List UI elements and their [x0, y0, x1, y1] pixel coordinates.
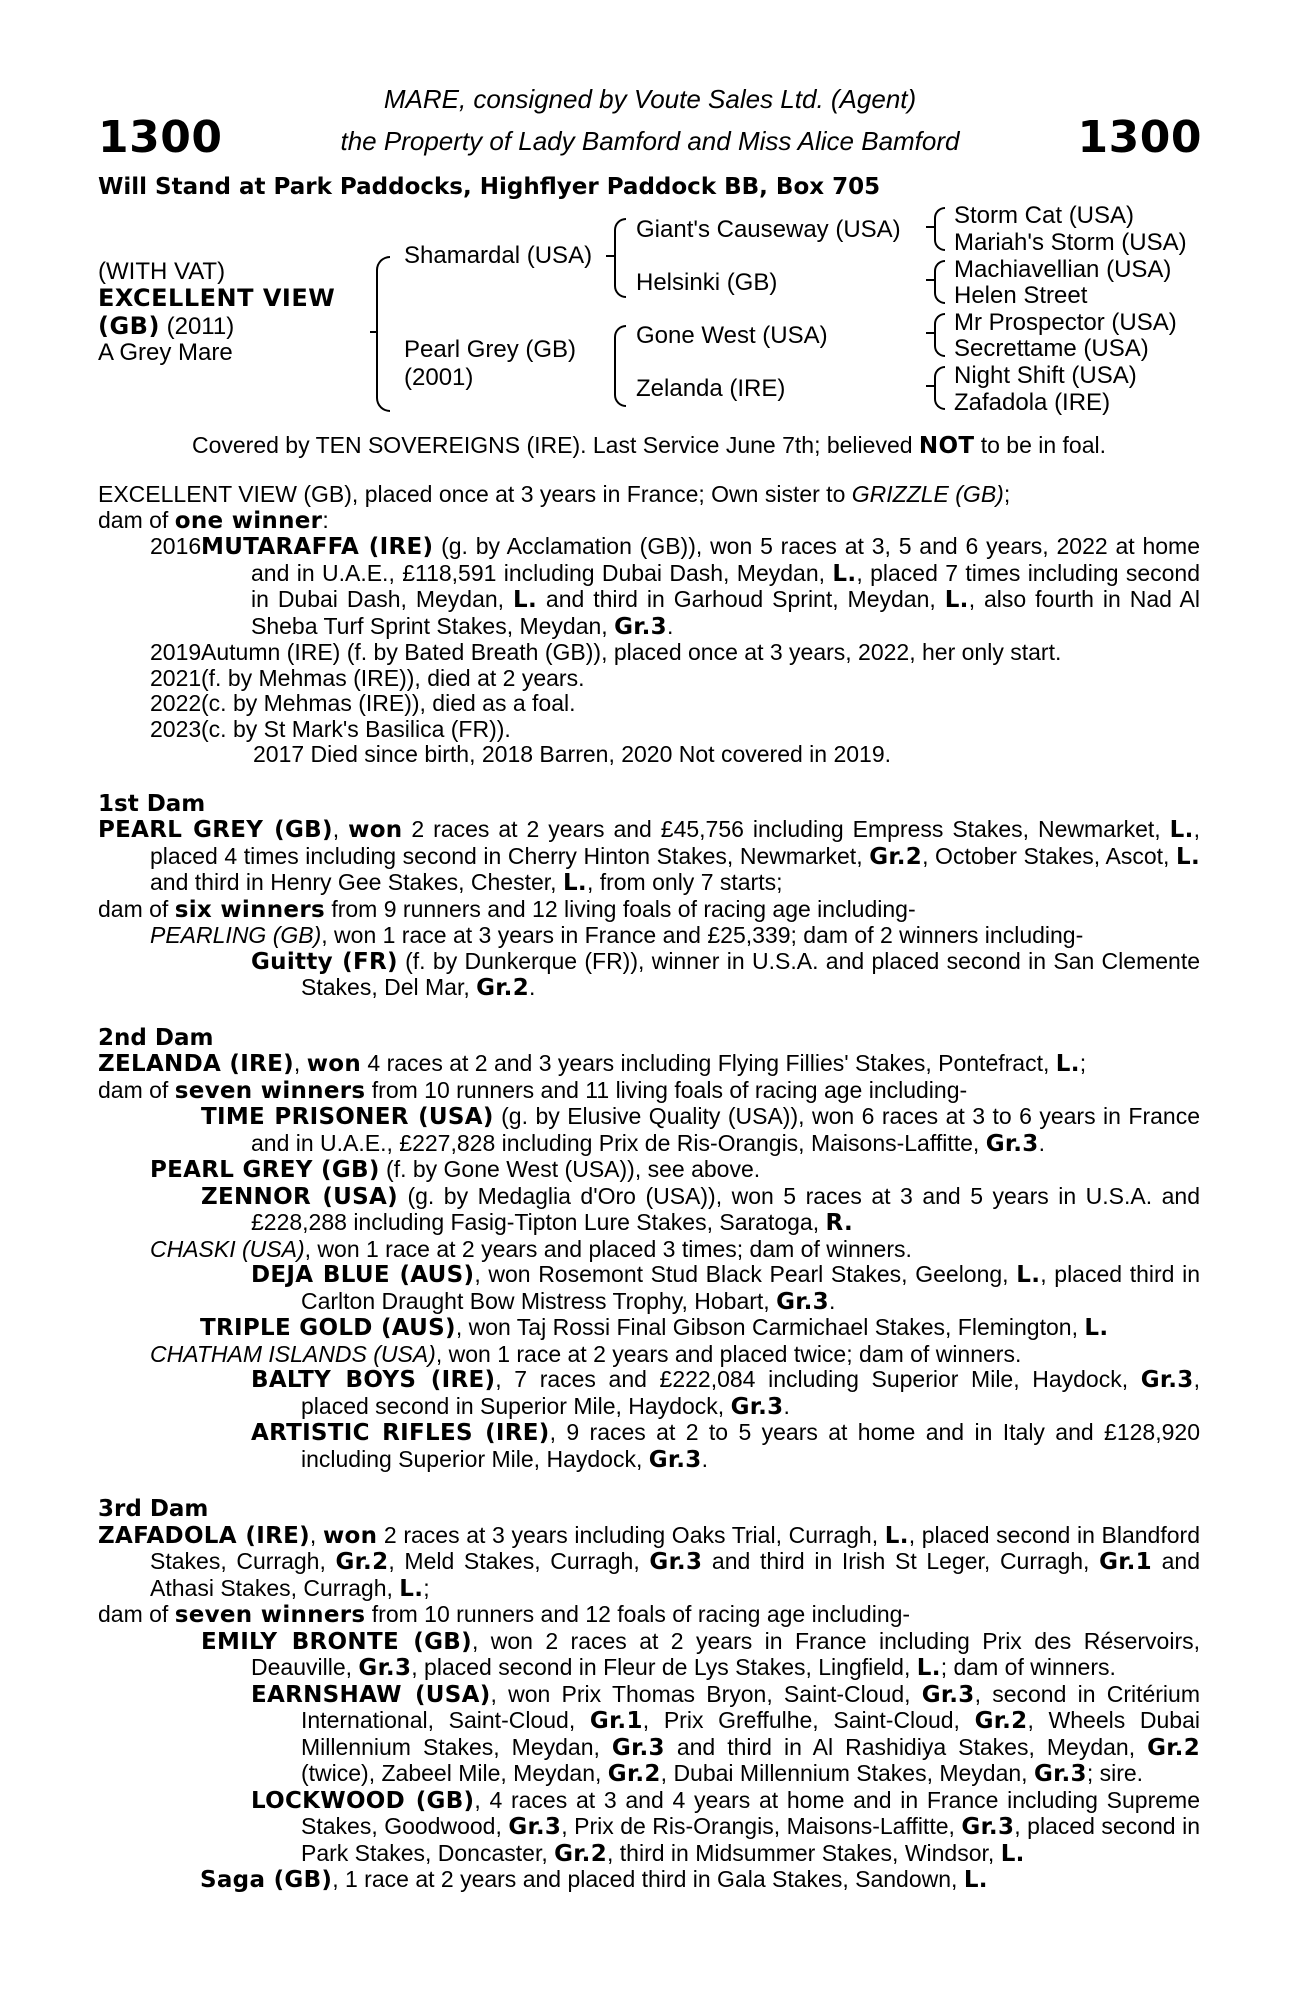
- produce-record: (c. by Mehmas (IRE)), died as a foal.: [201, 690, 576, 716]
- restricted-mark: R.: [825, 1210, 853, 1236]
- listed-mark: L.: [944, 587, 969, 613]
- offspring-text: , 4 races at 3 and 4 years at home and in France including Supreme Stakes, Goodwood,: [301, 1786, 1200, 1839]
- stand-location: Will Stand at Park Paddocks, Highflyer Paddock BB, Box 705: [98, 174, 881, 200]
- listed-mark: L.: [1055, 1051, 1080, 1077]
- pedigree-sire: Shamardal (USA): [404, 242, 593, 269]
- pedigree-dsd: Secrettame (USA): [954, 335, 1149, 362]
- brace-gen3-3-point: [926, 332, 934, 334]
- group-mark: Gr.2: [476, 975, 530, 1001]
- offspring-text: , won Prix Thomas Bryon, Saint-Cloud,: [490, 1680, 922, 1707]
- offspring-text: .: [1038, 1129, 1045, 1156]
- offspring-text: (twice), Zabeel Mile, Meydan,: [301, 1760, 608, 1786]
- pedigree-brace-dam: [614, 325, 626, 407]
- dam-text: and third in Henry Gee Stakes, Chester,: [150, 869, 563, 895]
- group-mark: Gr.3: [648, 1446, 702, 1473]
- offspring-text: , third in Midsummer Stakes, Windsor,: [607, 1839, 1001, 1866]
- pedigree-brace-sire: [614, 218, 626, 298]
- offspring-text: and third in Al Rashidiya Stakes, Meydan,: [664, 1733, 1148, 1760]
- offspring-text: , placed second in Fleur de Lys Stakes, Lingfield,: [411, 1654, 917, 1680]
- offspring-text: , 7 races and £222,084 including Superior Mile, Haydock,: [495, 1366, 1141, 1392]
- brace-gen3-2-point: [926, 279, 934, 281]
- offspring-text: (f. by Gone West (USA)), see above.: [379, 1156, 761, 1182]
- pedigree-brace-main-point: [370, 331, 378, 333]
- pedigree-sdd: Helen Street: [954, 282, 1088, 309]
- pedigree-brace-sire-point: [606, 255, 614, 257]
- covering-text: Covered by TEN SOVEREIGNS (IRE). Last Service June 7th; believed: [191, 432, 919, 458]
- produce-2022: [98, 691, 1200, 717]
- offspring-text: ; sire.: [1086, 1760, 1144, 1786]
- listed-mark: L.: [513, 587, 537, 613]
- offspring-name: BALTY BOYS (IRE): [251, 1367, 496, 1393]
- offspring-name: ZENNOR (USA): [201, 1183, 398, 1210]
- pedigree-dss: Mr Prospector (USA): [954, 309, 1177, 336]
- dam-text: and third in Irish St Leger, Curragh,: [702, 1548, 1100, 1574]
- dam-text: and Athasi Stakes, Curragh,: [150, 1548, 1200, 1601]
- winners-count: seven winners: [174, 1077, 366, 1104]
- vat-note: (WITH VAT): [98, 258, 226, 285]
- pedigree-ddd: Zafadola (IRE): [954, 389, 1111, 416]
- brace-gen3-1-point: [926, 226, 934, 228]
- dam-text: dam of: [98, 895, 175, 922]
- offspring-text: .: [828, 1287, 836, 1314]
- dam-text: dam of: [98, 1601, 175, 1627]
- pedigree-brace-main: [376, 256, 390, 412]
- first-dam-record: PEARL GREY (GB), won 2 races at 2 years and £45,756 including Empress Stakes, Newmarket, L., placed 4 times including second in Cherry Hinton Stakes, Newmarket, Gr.2, October Stakes, Ascot, L. and third in Henry Gee Stakes, Chester, L., from only 7 starts;: [98, 816, 1201, 896]
- offspring-name: CHASKI (USA): [150, 1235, 305, 1262]
- pedigree-dds: Night Shift (USA): [954, 362, 1137, 389]
- horse-name: EXCELLENT VIEW: [98, 284, 336, 312]
- dam-text: , from only 7 starts;: [586, 869, 783, 895]
- offspring-text: , placed second in Superior Mile, Haydock,: [301, 1366, 1200, 1419]
- pedigree-sire-sire: Giant's Causeway (USA): [636, 216, 901, 243]
- second-dam-heading: 2nd Dam: [98, 1024, 214, 1051]
- covering-note: [98, 432, 1200, 459]
- offspring-text: , Prix Greffulhe, Saint-Cloud,: [642, 1707, 975, 1733]
- offspring-text: (g. by Medaglia d'Oro (USA)), won 5 races at 3 and 5 years in U.S.A. and £228,288 including Fasig-Tipton Lure Stakes, Saratoga,: [251, 1182, 1200, 1235]
- group-mark: Gr.3: [649, 1549, 703, 1575]
- brace-gen3-4-point: [926, 385, 934, 387]
- produce-year: 2021: [150, 664, 202, 691]
- listed-mark: L.: [884, 1522, 909, 1549]
- offspring-text: , second in Critérium International, Saint-Cloud,: [301, 1680, 1200, 1733]
- third-dam-heading: 3rd Dam: [98, 1496, 209, 1522]
- produce-text: , also fourth in Nad Al Sheba Turf Sprint Stakes, Meydan,: [251, 586, 1201, 639]
- offspring-name: TIME PRISONER (USA): [201, 1104, 494, 1130]
- offspring-pearl-grey: [98, 1157, 1200, 1184]
- first-dam-produce: [98, 897, 1200, 924]
- offspring-text: , 1 race at 2 years and placed third in Gala Stakes, Sandown,: [332, 1866, 964, 1892]
- produce-record: [201, 534, 1200, 640]
- won-label: won: [306, 1051, 362, 1077]
- dam-text: dam of: [98, 1076, 175, 1103]
- horse-description: A Grey Mare: [98, 339, 233, 366]
- offspring-name: PEARLING (GB): [150, 922, 322, 948]
- produce-2021: [98, 666, 1200, 692]
- offspring-text: .: [783, 1392, 790, 1419]
- dam-text: , Meld Stakes, Curragh,: [388, 1548, 650, 1574]
- dam-text: 4 races at 2 and 3 years including Flying Fillies' Stakes, Pontefract,: [361, 1050, 1056, 1076]
- group-mark: Gr.2: [869, 843, 923, 870]
- offspring-text: , placed third in Carlton Draught Bow Mistress Trophy, Hobart,: [301, 1261, 1200, 1314]
- lot-number-right: 1300: [1077, 112, 1202, 163]
- dam-text: , placed second in Blandford Stakes, Curragh,: [150, 1521, 1200, 1574]
- covering-not: NOT: [918, 433, 975, 459]
- offspring-chaski: [98, 1237, 1200, 1263]
- third-dam-record: ZAFADOLA (IRE), won 2 races at 3 years including Oaks Trial, Curragh, L., placed second in Blandford Stakes, Curragh, Gr.2, Meld Stakes, Curragh, Gr.3 and third in Irish St Leger, Curragh, Gr.1 and Athasi Stakes, Curragh, L.;: [98, 1521, 1200, 1602]
- dam-text: , October Stakes, Ascot,: [922, 842, 1176, 869]
- group-mark: Gr.3: [614, 613, 667, 640]
- listed-mark: L.: [399, 1575, 424, 1602]
- group-mark: Gr.2: [335, 1549, 389, 1575]
- offspring-text: , Wheels Dubai Millennium Stakes, Meydan,: [301, 1707, 1200, 1760]
- produce-2019: [98, 640, 1200, 666]
- offspring-text: , won 2 races at 2 years in France including Prix des Réservoirs, Deauville,: [251, 1627, 1201, 1680]
- brace-gen3-3: [934, 313, 945, 357]
- brace-gen3-1: [934, 207, 945, 251]
- listed-mark: L.: [1084, 1315, 1109, 1341]
- offspring-name: Guitty (FR): [251, 948, 398, 975]
- group-mark: Gr.3: [921, 1681, 975, 1708]
- second-dam-produce: [98, 1078, 1200, 1105]
- offspring-pearling: [98, 923, 1200, 949]
- offspring-name: LOCKWOOD (GB): [251, 1787, 475, 1814]
- produce-record: Autumn (IRE) (f. by Bated Breath (GB)), placed once at 3 years, 2022, her only start.: [201, 639, 1062, 665]
- offspring-text: (g. by Elusive Quality (USA)), won 6 races at 3 to 6 years in France and in U.A.E., £227,828 including Prix de Ris-Orangis, Maisons-Laffitte,: [251, 1103, 1200, 1156]
- pedigree-dam-year: (2001): [404, 364, 474, 391]
- offspring-text: .: [701, 1445, 708, 1472]
- group-mark: Gr.3: [776, 1288, 829, 1315]
- dam-text: from 9 runners and 12 living foals of racing age including-: [324, 895, 916, 922]
- group-mark: Gr.3: [985, 1130, 1039, 1157]
- listed-mark: L.: [963, 1867, 988, 1893]
- offspring-text: , won 1 race at 3 years in France and £25,339; dam of 2 winners including-: [321, 922, 1084, 948]
- offspring-deja-blue: [98, 1262, 1200, 1315]
- consignor-line: MARE, consigned by Voute Sales Ltd. (Agent): [383, 84, 917, 114]
- dam-text: 2 races at 2 years and £45,756 including Empress Stakes, Newmarket,: [402, 816, 1170, 842]
- offspring-text: , placed second in Park Stakes, Doncaster,: [301, 1813, 1200, 1866]
- offspring-triple-gold: [98, 1315, 1200, 1342]
- produce-year: 2023: [150, 715, 202, 742]
- produce-horse-name: MUTARAFFA (IRE): [201, 534, 434, 560]
- produce-2016: [98, 534, 1200, 640]
- offspring-guitty: [98, 949, 1200, 1002]
- offspring-name: ARTISTIC RIFLES (IRE): [251, 1420, 550, 1446]
- produce-text: (g. by Acclamation (GB)), won 5 races at 3, 5 and 6 years, 2022 at home and in U.A.E., £118,591 including Dubai Dash, Meydan,: [251, 533, 1200, 586]
- produce-year: 2022: [150, 690, 202, 716]
- second-dam-record: ZELANDA (IRE), won 4 races at 2 and 3 years including Flying Fillies' Stakes, Pontefract, L.;: [98, 1050, 1087, 1077]
- intro-line: [98, 482, 1200, 534]
- listed-mark: L.: [1169, 817, 1194, 843]
- dam-text: 2 races at 3 years including Oaks Trial, Curragh,: [377, 1521, 885, 1548]
- group-mark: Gr.2: [1147, 1734, 1200, 1761]
- group-mark: Gr.1: [589, 1708, 643, 1734]
- produce-text: , placed 7 times including second in Dubai Dash, Meydan,: [251, 559, 1201, 612]
- offspring-emily-bronte: [98, 1629, 1200, 1682]
- group-mark: Gr.3: [1033, 1761, 1087, 1787]
- offspring-text: , 9 races at 2 to 5 years at home and in Italy and £128,920 including Superior Mile, Haydock,: [301, 1419, 1200, 1472]
- offspring-name: PEARL GREY (GB): [150, 1157, 380, 1183]
- offspring-artistic-rifles: [98, 1420, 1200, 1473]
- offspring-name: EARNSHAW (USA): [251, 1681, 491, 1708]
- offspring-text: , won 1 race at 2 years and placed 3 times; dam of winners.: [304, 1235, 912, 1262]
- lot-number-left: 1300: [98, 112, 223, 163]
- listed-mark: L.: [832, 560, 857, 587]
- winners-count: six winners: [174, 896, 325, 923]
- offspring-name: DEJA BLUE (AUS): [251, 1262, 475, 1288]
- offspring-text: , won Rosemont Stud Black Pearl Stakes, Geelong,: [474, 1261, 1017, 1287]
- produce-2023: [98, 717, 1200, 743]
- dam-name: PEARL GREY (GB): [98, 817, 333, 843]
- offspring-name: CHATHAM ISLANDS (USA): [150, 1340, 436, 1367]
- third-dam-produce: [98, 1602, 1200, 1629]
- offspring-lockwood: [98, 1788, 1200, 1868]
- offspring-text: .: [529, 974, 536, 1000]
- listed-mark: L.: [1176, 843, 1200, 870]
- produce-record: (c. by St Mark's Basilica (FR)).: [201, 715, 511, 742]
- pedigree-dam-sire: Gone West (USA): [636, 322, 828, 349]
- dam-text: from 10 runners and 11 living foals of racing age including-: [365, 1076, 968, 1103]
- offspring-text: (f. by Dunkerque (FR)), winner in U.S.A. and placed second in San Clemente Stakes, Del Mar,: [301, 947, 1200, 1000]
- group-mark: Gr.2: [974, 1708, 1028, 1734]
- produce-text: .: [666, 612, 674, 639]
- won-label: won: [322, 1522, 378, 1549]
- listed-mark: L.: [1016, 1262, 1041, 1288]
- offspring-zennor: [98, 1184, 1200, 1237]
- offspring-text: , Dubai Millennium Stakes, Meydan,: [660, 1760, 1034, 1786]
- dam-text: ;: [1079, 1050, 1087, 1076]
- catalogue-body: [98, 482, 1200, 1894]
- dam-name: ZAFADOLA (IRE): [98, 1522, 310, 1549]
- intro-colon: :: [322, 506, 329, 533]
- intro-text: EXCELLENT VIEW (GB), placed once at 3 years in France; Own sister to: [98, 481, 852, 507]
- group-mark: Gr.1: [1099, 1549, 1152, 1575]
- intro-semicolon: ;: [1003, 481, 1011, 507]
- group-mark: Gr.3: [730, 1393, 784, 1420]
- property-line: the Property of Lady Bamford and Miss Alice Bamford: [340, 126, 960, 156]
- offspring-name: TRIPLE GOLD (AUS): [200, 1315, 456, 1341]
- group-mark: Gr.2: [607, 1761, 661, 1787]
- winners-count: seven winners: [174, 1602, 366, 1628]
- horse-origin: (GB): [98, 312, 160, 340]
- listed-mark: L.: [1000, 1840, 1025, 1867]
- group-mark: Gr.3: [961, 1814, 1015, 1840]
- group-mark: Gr.3: [611, 1734, 665, 1761]
- produce-record: (f. by Mehmas (IRE)), died at 2 years.: [201, 664, 585, 691]
- offspring-time-prisoner: [98, 1104, 1200, 1157]
- brace-gen3-4: [934, 366, 945, 410]
- group-mark: Gr.2: [554, 1840, 608, 1867]
- produce-note: 2017 Died since birth, 2018 Barren, 2020 Not covered in 2019.: [253, 741, 892, 767]
- intro-winners: one winner: [174, 507, 323, 534]
- offspring-saga: [98, 1867, 1200, 1894]
- first-dam-heading: 1st Dam: [98, 790, 206, 817]
- intro-damof: dam of: [98, 506, 175, 533]
- produce-year: 2019: [150, 639, 202, 665]
- offspring-text: , won 1 race at 2 years and placed twice; dam of winners.: [435, 1340, 1022, 1367]
- group-mark: Gr.3: [358, 1655, 412, 1681]
- pedigree-dam: Pearl Grey (GB): [404, 336, 577, 363]
- dam-name: ZELANDA (IRE): [98, 1051, 294, 1077]
- dam-text: , placed 4 times including second in Cherry Hinton Stakes, Newmarket,: [150, 816, 1201, 869]
- offspring-text: , won Taj Rossi Final Gibson Carmichael Stakes, Flemington,: [455, 1314, 1085, 1340]
- dam-text: from 10 runners and 12 foals of racing age including-: [365, 1601, 911, 1627]
- offspring-name: Saga (GB): [200, 1867, 333, 1893]
- listed-mark: L.: [562, 870, 587, 896]
- group-mark: Gr.3: [1140, 1367, 1194, 1393]
- offspring-name: EMILY BRONTE (GB): [201, 1628, 472, 1655]
- offspring-chatham-islands: [98, 1342, 1200, 1368]
- listed-mark: L.: [916, 1655, 941, 1681]
- offspring-text: ; dam of winners.: [940, 1654, 1116, 1680]
- pedigree-sds: Machiavellian (USA): [954, 256, 1172, 283]
- intro-sister: GRIZZLE (GB): [851, 481, 1004, 507]
- won-label: won: [348, 817, 403, 843]
- pedigree-dam-dam: Zelanda (IRE): [636, 375, 786, 402]
- offspring-earnshaw: [98, 1682, 1200, 1788]
- horse-origin-year: [98, 312, 234, 341]
- covering-end: to be in foal.: [974, 432, 1107, 458]
- group-mark: Gr.3: [508, 1814, 562, 1840]
- pedigree-sss: Storm Cat (USA): [954, 202, 1135, 229]
- brace-gen3-2: [934, 260, 945, 304]
- offspring-balty-boys: [98, 1367, 1200, 1420]
- produce-text: and third in Garhoud Sprint, Meydan,: [537, 586, 945, 612]
- offspring-text: , Prix de Ris-Orangis, Maisons-Laffitte,: [561, 1813, 962, 1839]
- horse-year: (2011): [159, 313, 235, 340]
- pedigree-ssd: Mariah's Storm (USA): [954, 229, 1187, 256]
- produce-year: 2016: [150, 533, 202, 559]
- pedigree-sire-dam: Helsinki (GB): [636, 269, 778, 296]
- dam-text: ;: [423, 1574, 430, 1601]
